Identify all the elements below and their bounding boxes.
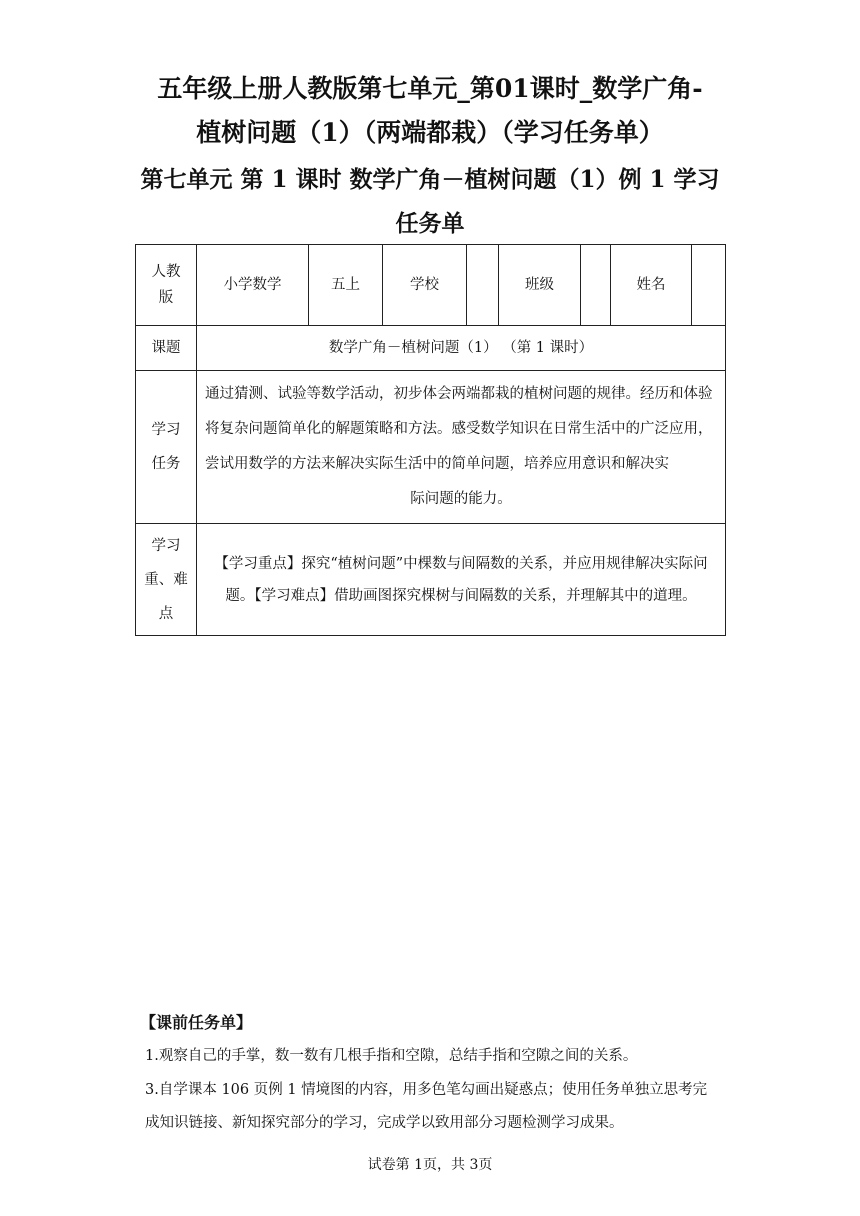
document-title-line-2: 植树问题（1）（两端都栽）（学习任务单） [196, 118, 664, 147]
page-footer: 试卷第 1页，共 3页 [367, 1157, 493, 1173]
key-label-line-3: 点 [158, 605, 174, 622]
info-table [135, 244, 726, 636]
key-label-cell [136, 524, 197, 636]
topic-label-cell: 课题 [136, 326, 197, 371]
table-row [136, 524, 726, 636]
class-label-cell: 班级 [499, 245, 581, 326]
publisher-cell [136, 245, 197, 326]
task-text-last: 际问题的能力。 [410, 491, 512, 507]
document-subtitle-line-1: 第七单元 第 1 课时 数学广角－植树问题（1）例 1 学习 [140, 166, 720, 193]
task-label-cell [136, 371, 197, 524]
table-row [136, 326, 726, 371]
school-value-cell[interactable] [467, 245, 499, 326]
grade-cell: 五上 [309, 245, 383, 326]
key-text: 【学习重点】探究“植树问题”中棵数与间隔数的关系，并应用规律解决实际问题。【学习难点】借助画图探究棵树与间隔数的关系，并理解其中的道理。 [214, 555, 708, 604]
publisher-label: 人教版 [151, 264, 181, 306]
task-label-line-2: 任务 [151, 456, 181, 472]
task-text-main: 通过猜测、试验等数学活动，初步体会两端都栽的植树问题的规律。经历和体验将复杂问题简单化的解题策略和方法。感受数学知识在日常生活中的广泛应用，尝试用数学的方法来解决实际生活中的简单问题，培养应用意识和解决实 [205, 386, 713, 472]
task-text-block [197, 371, 725, 523]
pre-task-heading: 【课前任务单】 [140, 1013, 253, 1032]
topic-value-cell: 数学广角－植树问题（1） （第 1 课时） [197, 326, 726, 371]
task-text-cell [197, 371, 726, 524]
name-label-cell: 姓名 [611, 245, 692, 326]
key-label-line-2: 重、难 [144, 571, 188, 588]
pre-task-item-1: 1.观察自己的手掌，数一数有几根手指和空隙，总结手指和空隙之间的关系。 [145, 1048, 638, 1064]
task-label-line-1: 学习 [151, 422, 181, 438]
subject-cell: 小学数学 [197, 245, 309, 326]
key-label-line-1: 学习 [151, 537, 181, 554]
table-row [136, 245, 726, 326]
key-text-cell [197, 524, 726, 636]
pre-task-item-3-line-2: 成知识链接、新知探究部分的学习，完成学以致用部分习题检测学习成果。 [145, 1115, 624, 1131]
name-value-cell[interactable] [692, 245, 726, 326]
document-title-line-1: 五年级上册人教版第七单元_第01课时_数学广角- [157, 74, 703, 103]
table-row [136, 371, 726, 524]
school-label-cell: 学校 [383, 245, 467, 326]
class-value-cell[interactable] [581, 245, 611, 326]
pre-task-item-3-line-1: 3.自学课本 106 页例 1 情境图的内容，用多色笔勾画出疑惑点；使用任务单独立思考完 [145, 1082, 708, 1098]
document-subtitle-line-2: 任务单 [395, 210, 465, 237]
